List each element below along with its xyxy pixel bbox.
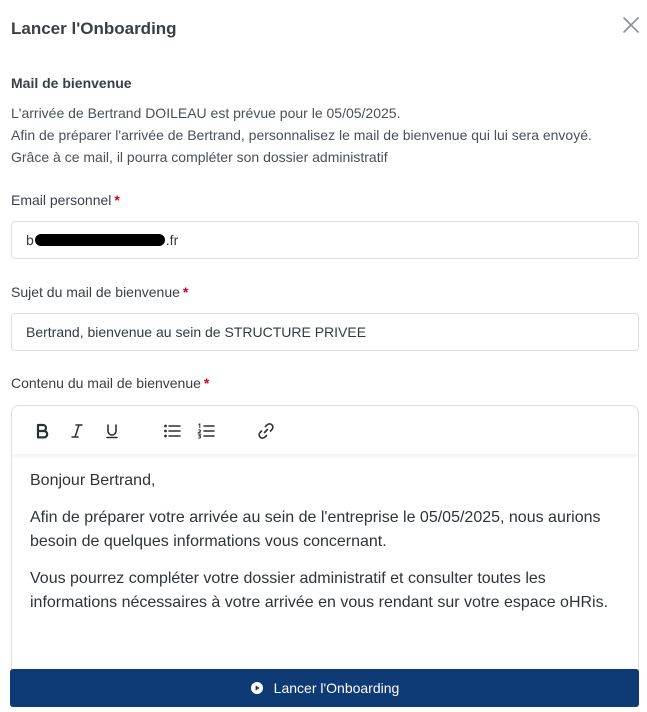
intro-line: Afin de préparer l'arrivée de Bertrand, personnalisez le mail de bienvenue qui lui sera envoyé. (11, 127, 592, 143)
subject-label-text: Sujet du mail de bienvenue (11, 284, 180, 300)
play-circle-icon (250, 681, 264, 695)
intro-text (11, 102, 631, 168)
editor-paragraph: Vous pourrez compléter votre dossier administratif et consulter toutes les informations nécessaires à votre arrivée en vous rendant sur votre espace oHRis. (30, 570, 609, 611)
email-label (11, 192, 120, 208)
subject-value: Bertrand, bienvenue au sein de STRUCTURE PRIVEE (26, 324, 367, 340)
content-label (11, 375, 209, 391)
rich-text-editor[interactable] (11, 405, 639, 695)
launch-onboarding-button[interactable] (10, 669, 639, 707)
subject-field[interactable] (11, 313, 639, 351)
launch-onboarding-label: Lancer l'Onboarding (273, 680, 400, 696)
required-mark: * (114, 192, 120, 208)
modal-title: Lancer l'Onboarding (11, 19, 177, 38)
editor-toolbar (12, 406, 638, 454)
editor-paragraph: Afin de préparer votre arrivée au sein de l'entreprise le 05/05/2025, nous aurions besoin de quelques informations vous concernant. (30, 509, 601, 550)
editor-content[interactable] (30, 469, 620, 628)
italic-icon[interactable] (66, 420, 88, 442)
email-field[interactable] (11, 221, 639, 259)
bold-icon[interactable] (31, 420, 53, 442)
intro-line: L'arrivée de Bertrand DOILEAU est prévue pour le 05/05/2025. (11, 105, 401, 121)
intro-line: Grâce à ce mail, il pourra compléter son dossier administratif (11, 149, 388, 165)
close-icon[interactable] (621, 15, 641, 35)
section-title: Mail de bienvenue (11, 75, 132, 91)
email-value-suffix: .fr (165, 232, 179, 248)
content-label-text: Contenu du mail de bienvenue (11, 375, 201, 391)
numbered-list-icon[interactable] (195, 420, 217, 442)
bullet-list-icon[interactable] (161, 420, 183, 442)
redaction-mark (35, 234, 165, 246)
email-label-text: Email personnel (11, 192, 112, 208)
editor-paragraph: Bonjour Bertrand, (30, 472, 156, 489)
required-mark: * (182, 284, 189, 300)
email-value-prefix: b (26, 232, 34, 248)
link-icon[interactable] (255, 420, 277, 442)
underline-icon[interactable] (101, 420, 123, 442)
email-value (26, 232, 178, 248)
subject-label (11, 284, 188, 300)
required-mark: * (203, 375, 210, 391)
